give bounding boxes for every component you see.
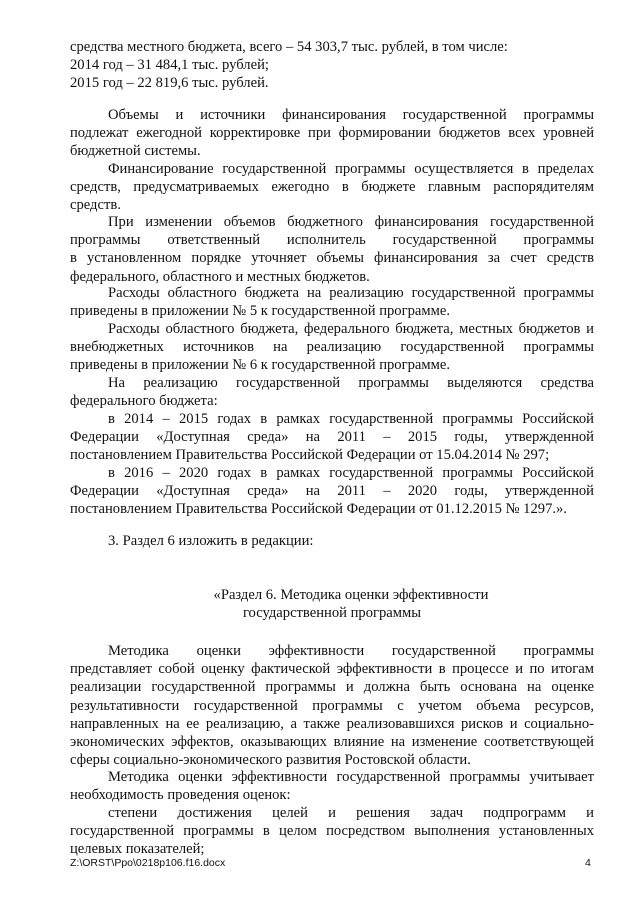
paragraph	[70, 804, 594, 859]
budget-lines	[70, 38, 594, 93]
paragraph	[70, 320, 594, 375]
section-instruction	[70, 532, 594, 550]
text-line: федерального бюджета:	[70, 393, 218, 410]
text-line: 3. Раздел 6 изложить в редакции:	[108, 533, 314, 549]
section-title	[70, 586, 594, 622]
text-line: в 2016 – 2020 годах в рамках государственной программы Российской	[108, 465, 594, 481]
paragraph	[70, 642, 594, 769]
text-line: представляет собой оценку фактической эффективности в процессе и по итогам	[70, 661, 594, 678]
text-line: подлежат ежегодной корректировке при формировании бюджетов всех уровней	[70, 125, 594, 142]
text-line: Методика оценки эффективности государственной программы учитывает	[108, 769, 594, 785]
footer-file-path: Z:\ORST\Ppo\0218p106.f16.docx	[70, 857, 226, 869]
text-line: 2015 год – 22 819,6 тыс. рублей.	[70, 75, 269, 92]
text-line: результативности государственной программы с учетом объема ресурсов,	[70, 697, 594, 714]
text-line: необходимость проведения оценок:	[70, 787, 291, 804]
text-line: Объемы и источники финансирования государственной программы	[108, 107, 594, 123]
text-line: приведены в приложении № 6 к государственной программе.	[70, 357, 450, 374]
text-line: сферы социально-экономического развития Ростовской области.	[70, 752, 471, 769]
paragraph	[70, 768, 594, 804]
text-line: Финансирование государственной программы осуществляется в пределах	[108, 161, 594, 177]
paragraph	[70, 213, 594, 286]
text-line: степени достижения целей и решения задач подпрограмм и	[108, 805, 594, 821]
text-line: Федерации «Доступная среда» на 2011 – 2020 годы, утвержденной	[70, 483, 594, 500]
text-line: государственной программы в целом посредством выполнения установленных	[70, 823, 594, 840]
text-line: направленных на ее реализацию, а также реализовавшихся рисков и социально-	[70, 715, 594, 732]
text-line: средств.	[70, 197, 121, 214]
text-line: в 2014 – 2015 годах в рамках государственной программы Российской	[108, 411, 594, 427]
text-line: Методика оценки эффективности государственной программы	[108, 643, 594, 659]
paragraph	[70, 160, 594, 215]
text-line: в установленном порядке уточняет объемы финансирования за счет средств	[70, 250, 594, 267]
text-line: Федерации «Доступная среда» на 2011 – 2015 годы, утвержденной	[70, 429, 594, 446]
text-line: программы ответственный исполнитель государственной программы	[70, 232, 594, 249]
text-line: Расходы областного бюджета на реализацию государственной программы	[108, 285, 594, 301]
paragraph	[70, 464, 594, 519]
text-line: бюджетной системы.	[70, 143, 201, 160]
paragraph	[70, 284, 594, 320]
section-title-line: «Раздел 6. Методика оценки эффективности	[213, 587, 489, 603]
page-number: 4	[585, 857, 591, 869]
text-line: При изменении объемов бюджетного финансирования государственной	[108, 214, 594, 230]
paragraph	[70, 106, 594, 161]
section-title-line: государственной программы	[242, 605, 422, 622]
text-line: постановлением Правительства Российской Федерации от 01.12.2015 № 1297.».	[70, 501, 567, 518]
text-line: На реализацию государственной программы выделяются средства	[108, 375, 594, 391]
text-line: постановлением Правительства Российской Федерации от 15.04.2014 № 297;	[70, 447, 550, 464]
paragraph	[70, 410, 594, 465]
text-line: 2014 год – 31 484,1 тыс. рублей;	[70, 57, 269, 74]
text-line: федерального, областного и местных бюджетов.	[70, 268, 370, 285]
paragraph	[70, 374, 594, 410]
text-line: экономических эффектов, оказывающих влияние на изменение соответствующей	[70, 734, 594, 751]
text-line: внебюджетных источников на реализацию государственной программы	[70, 339, 594, 356]
text-line: средств, предусматриваемых ежегодно в бюджете главным распорядителям	[70, 179, 594, 196]
text-line: Расходы областного бюджета, федерального бюджета, местных бюджетов и	[108, 321, 594, 337]
text-line: средства местного бюджета, всего – 54 303,7 тыс. рублей, в том числе:	[70, 39, 508, 55]
text-line: целевых показателей;	[70, 841, 205, 858]
text-line: реализации государственной программы и должна быть основана на оценке	[70, 679, 594, 696]
text-line: приведены в приложении № 5 к государственной программе.	[70, 303, 450, 320]
